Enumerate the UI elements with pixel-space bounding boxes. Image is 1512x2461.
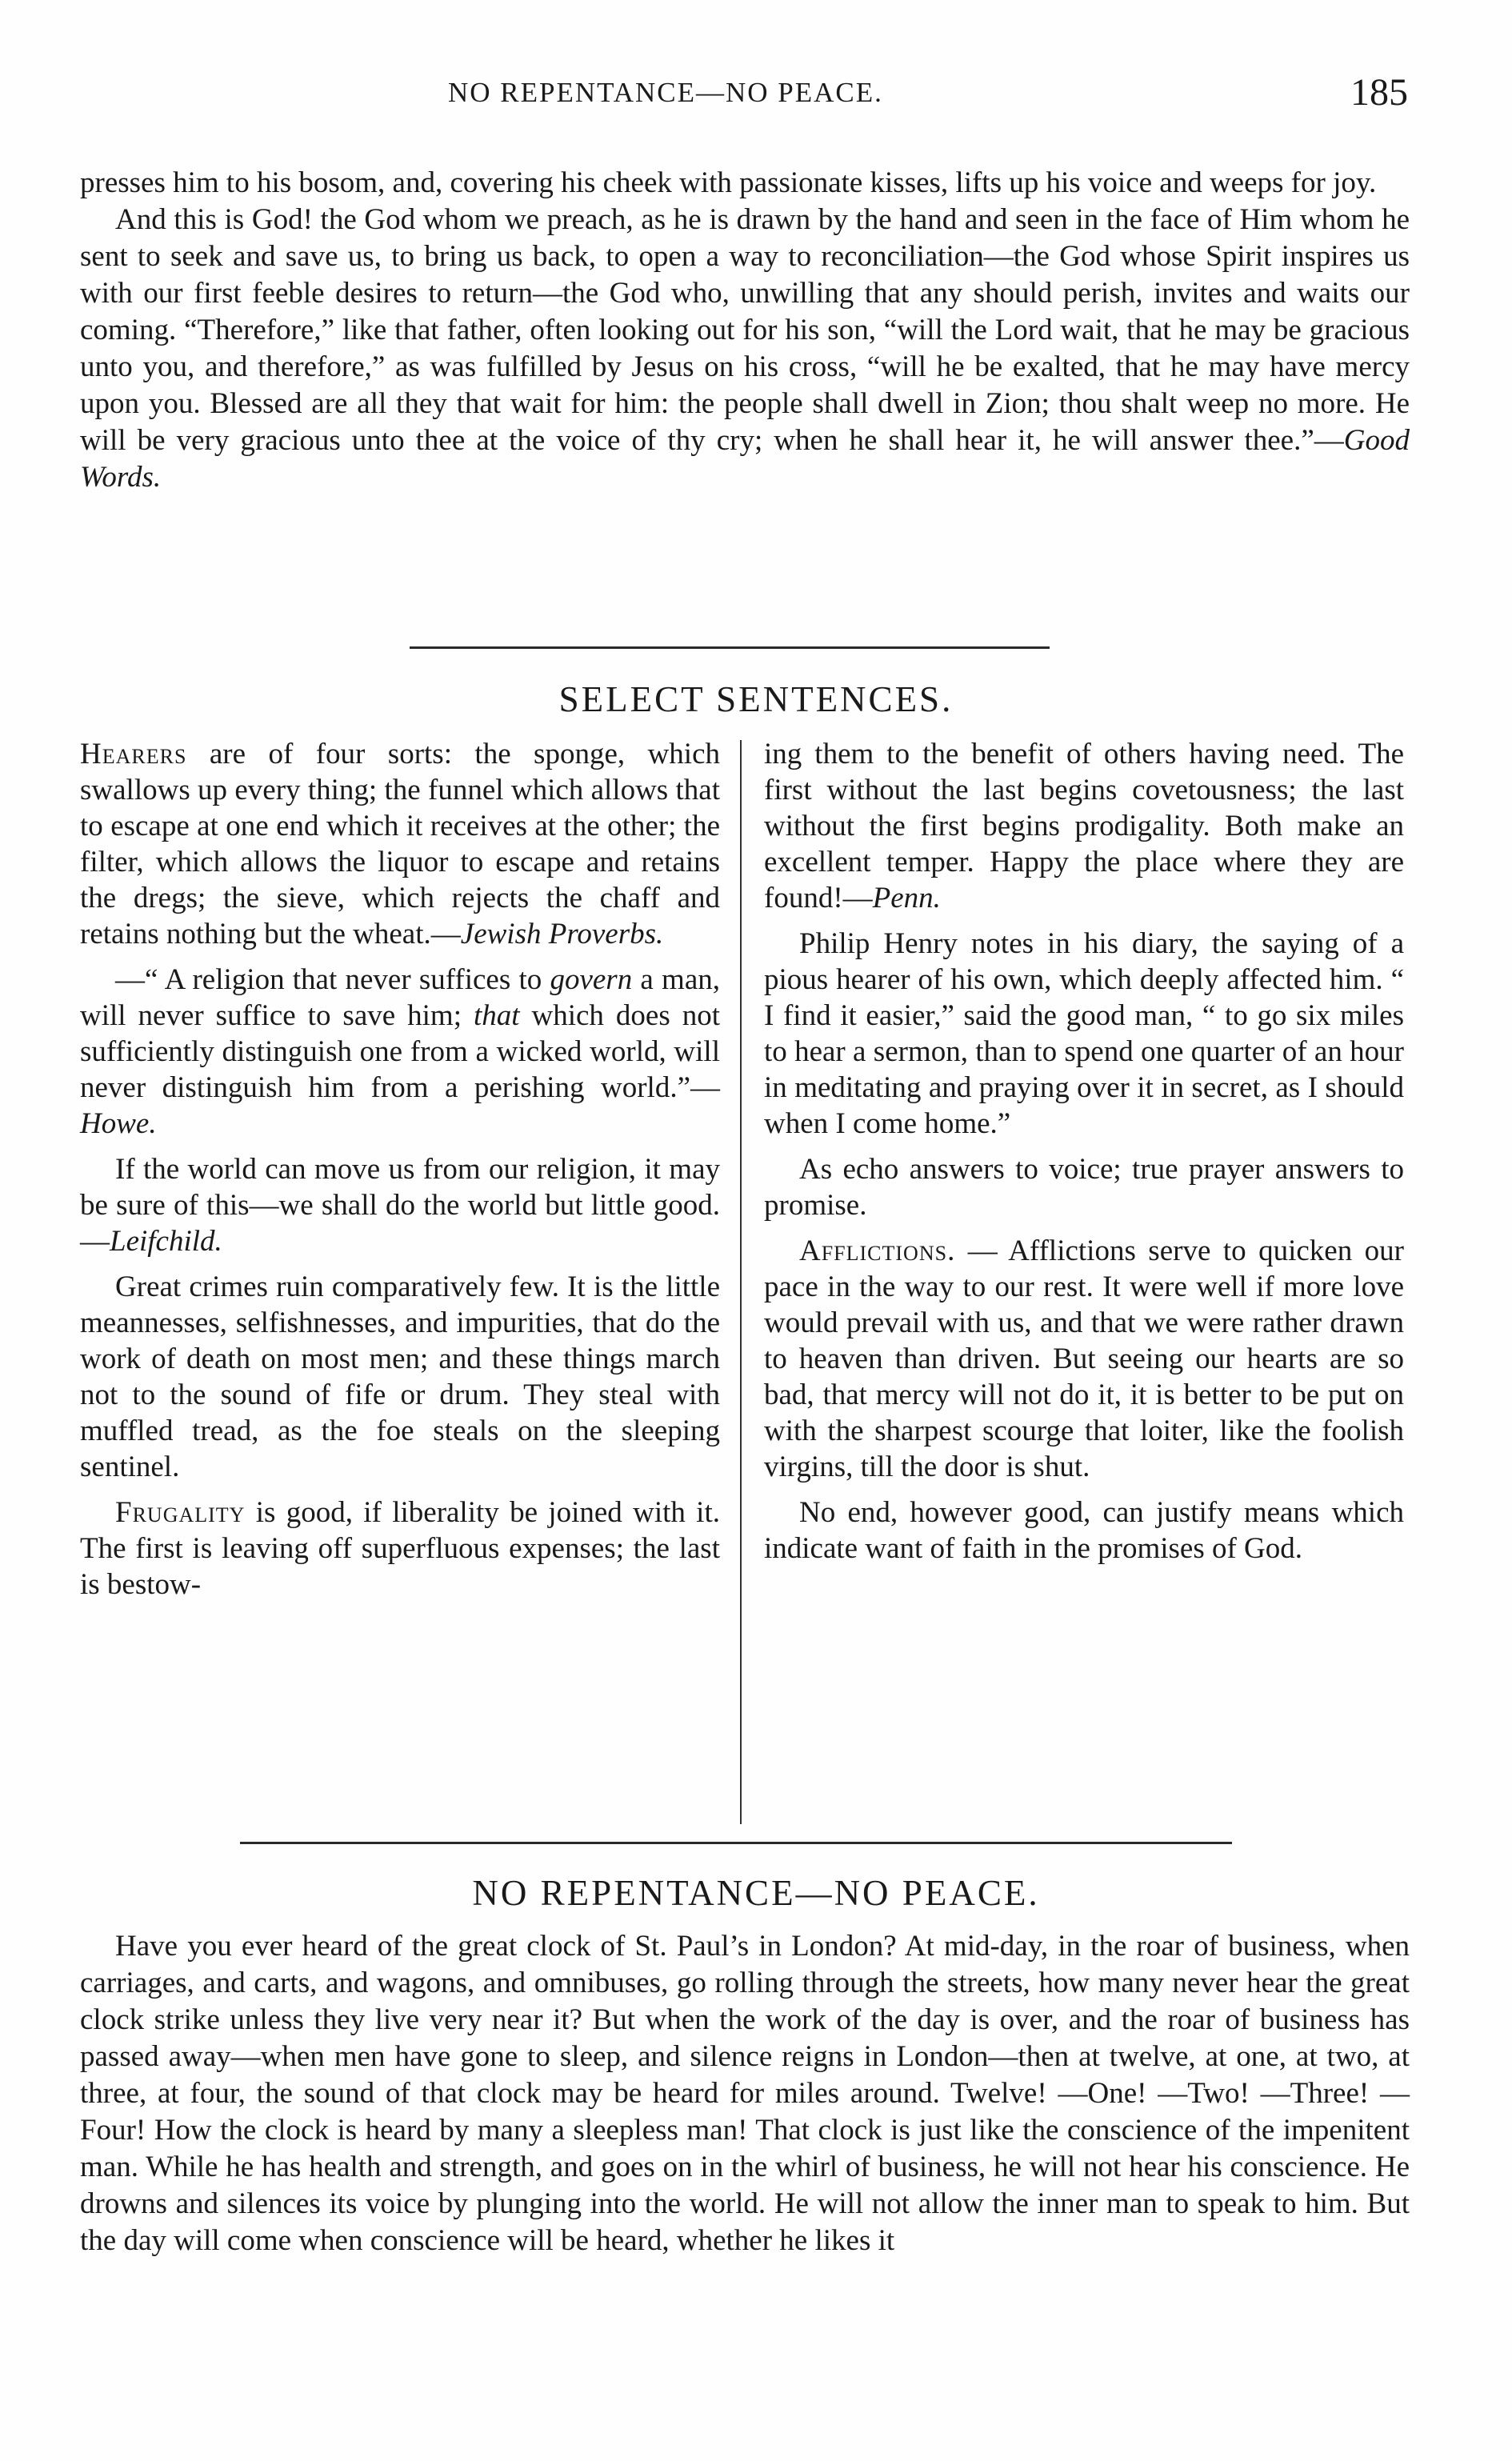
religion-emphasis-govern: govern [550,963,633,996]
religion-text-c: which does not sufficiently distinguish one from a wicked world, will never distinguish him from a perishing world.”— [80,999,720,1104]
frugality-text: is good, if liberality be joined with it. The first is leaving off superfluous expenses; the last is bestow- [80,1496,720,1601]
right-column [764,736,1404,1576]
no-repentance-section [80,1928,1410,2259]
running-title: NO REPENTANCE—NO PEACE. [448,77,883,108]
frugality-lead: Frugality [115,1496,246,1529]
intro-paragraph-2-text: And this is God! the God whom we preach, as he is drawn by the hand and seen in the face of Him whom he sent to seek and save us, to bring us back, to open a way to reconciliation—the God whose Spirit inspires us with our first feeble desires to return—the God who, unwilling that any should perish, invites and waits our coming. “Therefore,” like that father, often looking out for his son, “will the Lord wait, that he may be gracious unto you, and therefore,” as was fulfilled by Jesus on his cross, “will he be exalted, that he may have mercy upon you. Blessed are all they that wait for him: the people shall dwell in Zion; thou shalt weep no more. He will be very gracious unto thee at the voice of thy cry; when he shall hear it, he will answer thee.”— [80,203,1410,457]
leifchild-attribution: Leifchild. [110,1225,222,1258]
afflictions-paragraph [764,1233,1404,1485]
no-end-paragraph: No end, however good, can justify means which indicate want of faith in the promises of God. [764,1496,1404,1565]
section-divider-rule [410,646,1050,649]
no-repentance-heading: NO REPENTANCE—NO PEACE. [472,1873,1040,1913]
philip-henry-paragraph: Philip Henry notes in his diary, the saying of a pious hearer of his own, which deeply affected him. “ I find it easier,” said the good man, “ to go six miles to hear a sermon, than to spend one quarter of an hour in meditating and praying over it in secret, as I should when I come home.” [764,927,1404,1140]
religion-text-b: a man, will never suffice to save him; [80,963,721,1032]
intro-paragraph-1: presses him to his bosom, and, covering his cheek with passionate kisses, lifts up his voice and weeps for joy. [80,166,1377,199]
left-column [80,736,720,1612]
frugality-cont-text: ing them to the benefit of others having need. The first without the last begins covetousness; the last without the first begins prodigality. Both make an excellent temper. Happy the place where they are found!— [764,738,1404,914]
afflictions-lead: Afflictions. [799,1235,956,1267]
religion-text-a: —“ A religion that never suffices to [115,963,550,996]
intro-section [80,165,1410,496]
jewish-proverbs-attribution: Jewish Proverbs. [460,918,664,950]
afflictions-text: — Afflictions serve to quicken our pace in the way to our rest. It were well if more love would prevail with us, and that we were rather drawn to heaven than driven. But seeing our hearts are so bad, that mercy will not do it, it is better to be put on with the sharpest scourge that loiter, like the foolish virgins, till the door is shut. [764,1235,1404,1483]
howe-attribution: Howe. [80,1107,157,1140]
hearers-text: are of four sorts: the sponge, which swallows up every thing; the funnel which allows that to escape at one end which it receives at the other; the filter, which allows the liquor to escape and retains the dregs; the sieve, which rejects the chaff and retains nothing but the wheat.— [80,738,720,950]
running-head [80,70,1408,118]
world-text: If the world can move us from our religion, it may be sure of this—we shall do the world but little good.— [80,1153,720,1258]
section-divider-rule-2 [240,1842,1232,1844]
frugality-continuation [764,736,1404,916]
world-paragraph [80,1151,720,1259]
column-divider [740,740,742,1824]
religion-paragraph [80,962,720,1142]
no-repentance-paragraph: Have you ever heard of the great clock of St. Paul’s in London? At mid-day, in the roar of business, when carriages, and carts, and wagons, and omnibuses, go rolling through the streets, how many never hear the great clock strike unless they live very near it? But when the work of the day is over, and the roar of business has passed away—when men have gone to sleep, and silence reigns in London—then at twelve, at one, at two, at three, at four, the sound of that clock may be heard for miles around. Twelve! —One! —Two! —Three! — Four! How the clock is heard by many a sleepless man! That clock is just like the conscience of the impenitent man. While he has health and strength, and goes on in the whirl of business, he will not hear his conscience. He drowns and silences its voice by plunging into the world. He will not allow the inner man to speak to him. But the day will come when conscience will be heard, whether he likes it [80,1930,1410,2257]
frugality-paragraph [80,1495,720,1603]
religion-emphasis-that: that [473,999,520,1032]
hearers-lead: Hearers [80,738,187,770]
page-number: 185 [1350,71,1408,114]
intro-paragraph-2 [80,202,1410,496]
good-words-attribution: Good Words. [80,424,1410,494]
hearers-paragraph [80,736,720,952]
select-sentences-heading: SELECT SENTENCES. [558,679,954,719]
crimes-paragraph: Great crimes ruin comparatively few. It is the little meannesses, selfishnesses, and impurities, that do the work of death on most men; and these things march not to the sound of fife or drum. They steal with muffled tread, as the foe steals on the sleeping sentinel. [80,1271,720,1483]
penn-attribution: Penn. [872,882,941,914]
echo-paragraph: As echo answers to voice; true prayer answers to promise. [764,1153,1404,1222]
